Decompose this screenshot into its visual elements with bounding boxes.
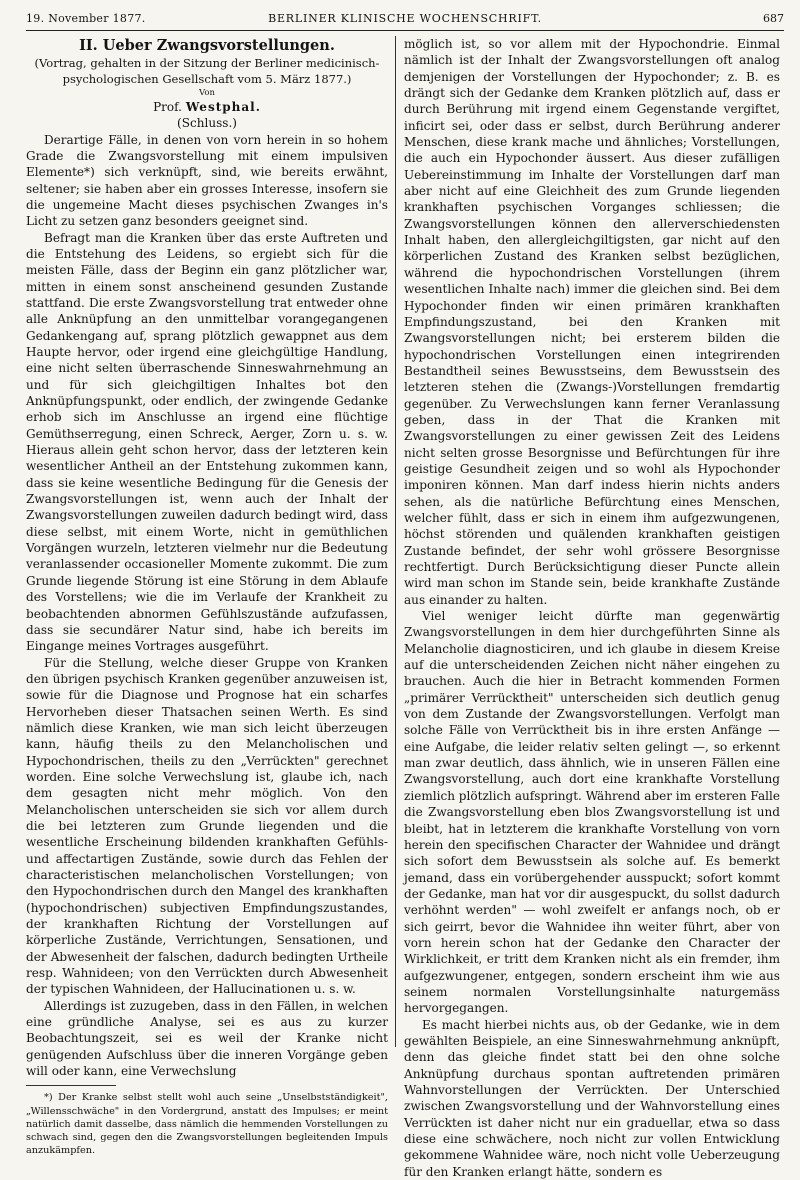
left-paragraph: Für die Stellung, welche dieser Gruppe von Kranken den übrigen psychisch Kranken gegenüber anzuweisen ist, sowie für die Diagnose und Prognose hat ein scharfes Hervorheben dieser Thatsachen seinen Werth. Es sind nämlich diese Kranken, wie man sich leicht überzeugen kann, häufig theils zu den Melancholischen und Hypochondrischen, theils zu den „Verrückten" gerechnet worden. Eine solche Verwechslung ist, glaube ich, nach dem gesagten nicht mehr möglich. Von den Melancholischen unterscheiden sie sich vor allem durch die bei letzteren zum Grunde liegenden und die wesentliche Erscheinung bildenden krankhaften Gefühls- und affectartigen Zustände, sowie durch das Fehlen der characteristischen melancholischen Vorstellungen; von den Hypochondrischen durch den Mangel des krankhaften (hypochondrischen) subjectiven Empfindungszustandes, der krankhaften Richtung der Vorstellungen auf körperliche Zustände, Verrichtungen, Sensationen, und der Abwesenheit der falschen, dadurch bedingten Urtheile resp. Wahnideen; von den Verrückten durch Abwesenheit der typischen Wahnideen, der Hallucinationen u. s. w. (26, 655, 388, 997)
header-journal-title: BERLINER KLINISCHE WOCHENSCHRIFT. (268, 12, 542, 25)
header-date: 19. November 1877. (26, 12, 146, 25)
left-paragraph: Befragt man die Kranken über das erste Auftreten und die Entstehung des Leidens, so ergiebt sich für die meisten Fälle, dass der Beginn ein ganz plötzlicher war, mitten in einem sonst anscheinend gesunden Zustande stattfand. Die erste Zwangsvorstellung trat entweder ohne alle Anknüpfung an den unmittelbar vorangegangenen Gedankengang auf, sprang plötzlich gewappnet aus dem Haupte hervor, oder irgend eine gleichgültige Handlung, eine nicht selten überraschende Sinneswahrnehmung an und für sich gleichgiltigen Inhaltes bot den Anknüpfungspunkt, oder endlich, der zwingende Gedanke erhob sich im Anschlusse an irgend eine flüchtige Gemüthserregung, einen Schreck, Aerger, Zorn u. s. w. Hieraus allein geht schon hervor, dass der letzteren kein wesentlicher Antheil an der Entstehung zukommen kann, dass sie keine wesentliche Bedingung für die Genesis der Zwangsvorstellungen ist, wenn auch der Inhalt der Zwangsvorstellungen zuweilen dadurch bedingt wird, dass diese selbst, mit einem Worte, nicht in gemüthlichen Vorgängen wurzeln, letzteren vielmehr nur die Bedeutung veranlassender occasioneller Momente zukommt. Die zum Grunde liegende Störung ist eine Störung in dem Ablaufe des Vorstellens; wie die im Verlaufe der Krankheit zu beobachtenden abnormen Gefühlszustände aufzufassen, dass sie secundärer Natur sind, habe ich bereits im Eingange meines Vortrages ausgeführt. (26, 230, 388, 654)
right-paragraph: Es macht hierbei nichts aus, ob der Gedanke, wie in dem gewählten Beispiele, an eine Sinneswahrnehmung anknüpft, denn das gleiche findet statt bei den ohne solche Anknüpfung durchaus spontan auftretenden primären Wahnvorstellungen der Verrückten. Der Unterschied zwischen Zwangsvorstellung und der Wahnvorstellung eines Verrückten ist daher nicht nur ein graduellar, etwa so dass diese eine schwächere, noch nicht zur vollen Entwicklung gekommene Wahnidee wäre, noch nicht volle Ueberzeugung für den Kranken erlangt hätte, sondern es (404, 1017, 780, 1179)
left-column (26, 36, 388, 1157)
author-name: Westphal. (185, 100, 261, 115)
footnote: *) Der Kranke selbst stellt wohl auch seine „Unselbstständigkeit", „Willensschwäche" in den Vordergrund, anstatt des Impulses; er meint natürlich damit dasselbe, dass nämlich die hemmenden Vorstellungen zu schwach sind, gegen den die Zwangsvorstellungen begleitenden Impuls anzukämpfen. (26, 1092, 388, 1157)
right-paragraph: möglich ist, so vor allem mit der Hypochondrie. Einmal nämlich ist der Inhalt der Zwangsvorstellungen oft analog demjenigen der Vorstellungen der Hypochonder; z. B. es drängt sich der Gedanke dem Kranken plötzlich auf, dass er durch Berührung mit irgend einem Gegenstande vergiftet, inficirt sei, oder dass er selbst, durch Berührung anderer Menschen, diese krank mache und ähnliches; Vorstellungen, die auch ein Hypochonder äussert. Aus dieser zufälligen Uebereinstimmung im Inhalte der Vorstellungen darf man aber nicht auf eine Gleichheit des zum Grunde liegenden krankhaften psychischen Vorganges schliessen; die Zwangsvorstellungen können den allerverschiedensten Inhalt haben, den allergleichgiltigsten, gar nicht auf den körperlichen Zustand des Kranken selbst bezüglichen, während die hypochondrischen Vorstellungen (ihrem wesentlichen Inhalte nach) immer die gleichen sind. Bei dem Hypochonder finden wir einen primären krankhaften Empfindungszustand, bei den Kranken mit Zwangsvorstellungen nicht; bei ersterem bilden die hypochondrischen Vorstellungen einen integrirenden Bestandtheil seines Bewusstseins, dem Bewusstsein des letzteren stehen die (Zwangs-)Vorstellungen fremdartig gegenüber. Zu Verwechslungen kann ferner Veranlassung geben, dass in der That die Kranken mit Zwangsvorstellungen zu einer gewissen Zeit des Leidens nicht selten grosse Besorgnisse und Befürchtungen für ihre geistige Gesundheit zeigen und so wohl als Hypochonder imponiren können. Man darf indess hierin nichts anders sehen, als die natürliche Befürchtung eines Menschen, welcher fühlt, dass er sich in einem ihm aufgezwungenen, höchst störenden und quälenden krankhaften geistigen Zustande befindet, der sehr wohl grössere Besorgnisse rechtfertigt. Durch Berücksichtigung dieser Puncte allein wird man schon im Stande sein, beide krankhafte Zustände aus einander zu halten. (404, 37, 780, 607)
article-title: II. Ueber Zwangsvorstellungen. (79, 37, 335, 54)
column-divider (395, 36, 396, 1047)
left-paragraph: Allerdings ist zuzugeben, dass in den Fällen, in welchen eine gründliche Analyse, sei es aus zu kurzer Beobachtungszeit, sei es weil der Kranke nicht genügenden Aufschluss über die inneren Vorgänge geben will oder kann, eine Verwechslung (26, 998, 388, 1079)
page-header (26, 8, 784, 31)
header-page-number: 687 (763, 12, 784, 25)
right-paragraph: Viel weniger leicht dürfte man gegenwärtig Zwangsvorstellungen in dem hier durchgeführten Sinne als Melancholie diagnosticiren, und ich glaube in diesem Kreise auf die unterscheidenden Zeichen nicht näher eingehen zu brauchen. Auch die hier in Betracht kommenden Formen „primärer Verrücktheit" unterscheiden sich deutlich genug von dem Zustande der Zwangsvorstellungen. Verfolgt man solche Fälle von Verrücktheit bis in ihre ersten Anfänge — eine Aufgabe, die leider relativ selten gelingt —, so erkennt man zwar deutlich, dass ähnlich, wie in unseren Fällen eine Zwangsvorstellung, auch dort eine krankhafte Vorstellung ziemlich plötzlich aufspringt. Während aber im ersteren Falle die Zwangsvorstellung eben blos Zwangsvorstellung ist und bleibt, hat in letzterem die krankhafte Vorstellung von vorn herein den specifischen Character der Wahnidee und drängt sich sofort dem Bewusstsein als solche auf. Es bemerkt jemand, dass ein vorübergehender ausspuckt; sofort kommt der Gedanke, man hat vor dir ausgespuckt, du sollst dadurch verhöhnt werden" — wohl zweifelt er anfangs noch, ob er sich geirrt, bevor die Wahnidee ihn weiter führt, aber von vorn herein schon hat der Gedanke den Character der Wirklichkeit, er tritt dem Kranken nicht als ein fremder, ihm aufgezwungener, entgegen, sondern erscheint ihm wie aus seinem normalen Vorstellungsinhalte naturgemäss hervorgegangen. (404, 609, 780, 1016)
footnote-rule (26, 1085, 116, 1086)
left-paragraph: Derartige Fälle, in denen von vorn herein in so hohem Grade die Zwangsvorstellung mit einem impulsiven Elemente*) sich verknüpft, sind, wie bereits erwähnt, seltener; sie haben aber ein grosses Interesse, insofern sie die ungemeine Macht dieses psychischen Zwanges in's Licht zu setzen ganz besonders geeignet sind. (26, 132, 388, 229)
article-subtitle: (Vortrag, gehalten in der Sitzung der Berliner medicinisch-psychologischen Gesellschaft vom 5. März 1877.) (34, 56, 380, 86)
author-prefix: Prof. (153, 100, 182, 115)
article-schluss: (Schluss.) (177, 116, 237, 131)
right-column (404, 36, 780, 1179)
article-von: Von (199, 88, 215, 99)
article-author-line (26, 99, 388, 115)
